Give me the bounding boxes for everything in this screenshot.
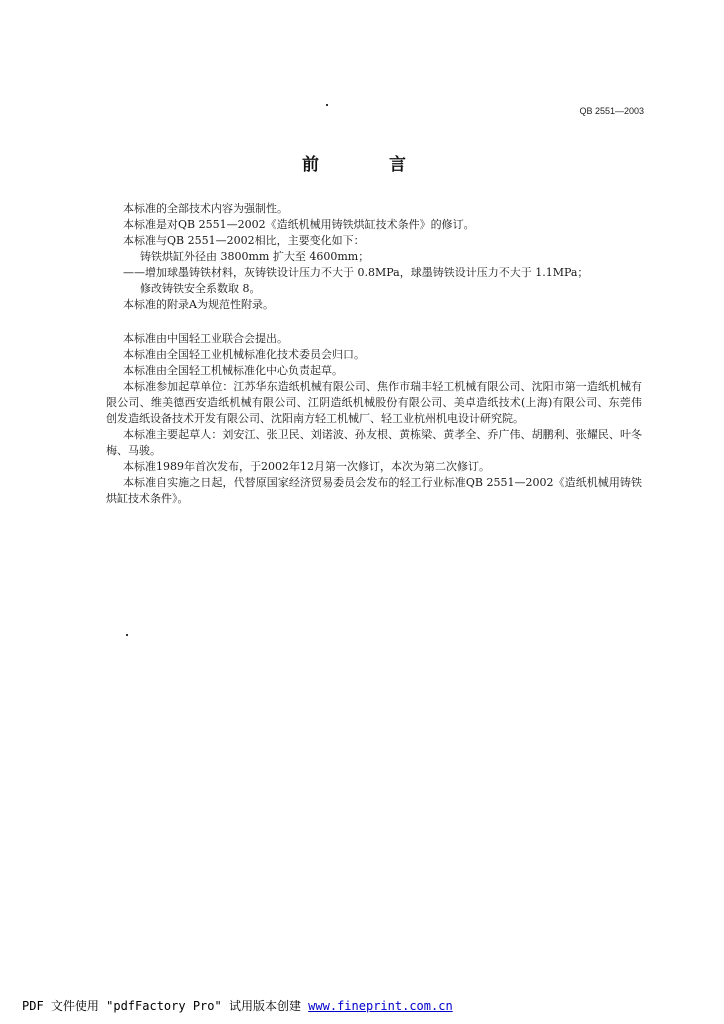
scan-dot-top (326, 104, 328, 106)
paragraph: 本标准的附录A为规范性附录。 (123, 298, 274, 311)
footer-text: PDF 文件使用 "pdfFactory Pro" 试用版本创建 (22, 999, 309, 1013)
paragraph: 本标准由全国轻工业机械标准化技术委员会归口。 (123, 348, 365, 361)
scan-dot-bottom (126, 634, 128, 636)
paragraph: 本标准是对QB 2551—2002《造纸机械用铸铁烘缸技术条件》的修订。 (123, 218, 475, 231)
paragraph: 本标准的全部技术内容为强制性。 (123, 202, 288, 215)
paragraph: 本标准与QB 2551—2002相比，主要变化如下： (123, 234, 365, 247)
pdf-footer (22, 997, 453, 1014)
footer-link[interactable]: www.fineprint.com.cn (308, 999, 453, 1013)
list-item: ——增加球墨铸铁材料，灰铸铁设计压力不大于 0.8MPa，球墨铸铁设计压力不大于 1.1MPa； (123, 266, 589, 279)
paragraph: 本标准1989年首次发布，于2002年12月第一次修订，本次为第二次修订。 (123, 460, 490, 473)
page-title: 前 言 (302, 155, 438, 175)
spacer (106, 313, 642, 331)
list-item: 铸铁烘缸外径由 3800mm 扩大至 4600mm； (140, 250, 370, 263)
paragraph: 本标准主要起草人：刘安江、张卫民、刘诺波、孙友根、黄栋梁、黄孝全、乔广伟、胡鹏利、张耀民、叶冬梅、马骏。 (106, 428, 642, 457)
document-body (106, 201, 642, 507)
paragraph: 本标准由中国轻工业联合会提出。 (123, 332, 288, 345)
list-item: 修改铸铁安全系数取 8。 (140, 282, 261, 295)
paragraph: 本标准由全国轻工机械标准化中心负责起草。 (123, 364, 343, 377)
paragraph: 本标准自实施之日起，代替原国家经济贸易委员会发布的轻工行业标准QB 2551—2002《造纸机械用铸铁烘缸技术条件》。 (106, 476, 642, 505)
standard-code: QB 2551—2003 (579, 106, 644, 116)
paragraph: 本标准参加起草单位：江苏华东造纸机械有限公司、焦作市瑞丰轻工机械有限公司、沈阳市第一造纸机械有限公司、维美德西安造纸机械有限公司、江阴造纸机械股份有限公司、美卓造纸技术(上海)有限公司、东莞伟创发造纸设备技术开发有限公司、沈阳南方轻工机械厂、轻工业杭州机电设计研究院。 (106, 380, 642, 425)
